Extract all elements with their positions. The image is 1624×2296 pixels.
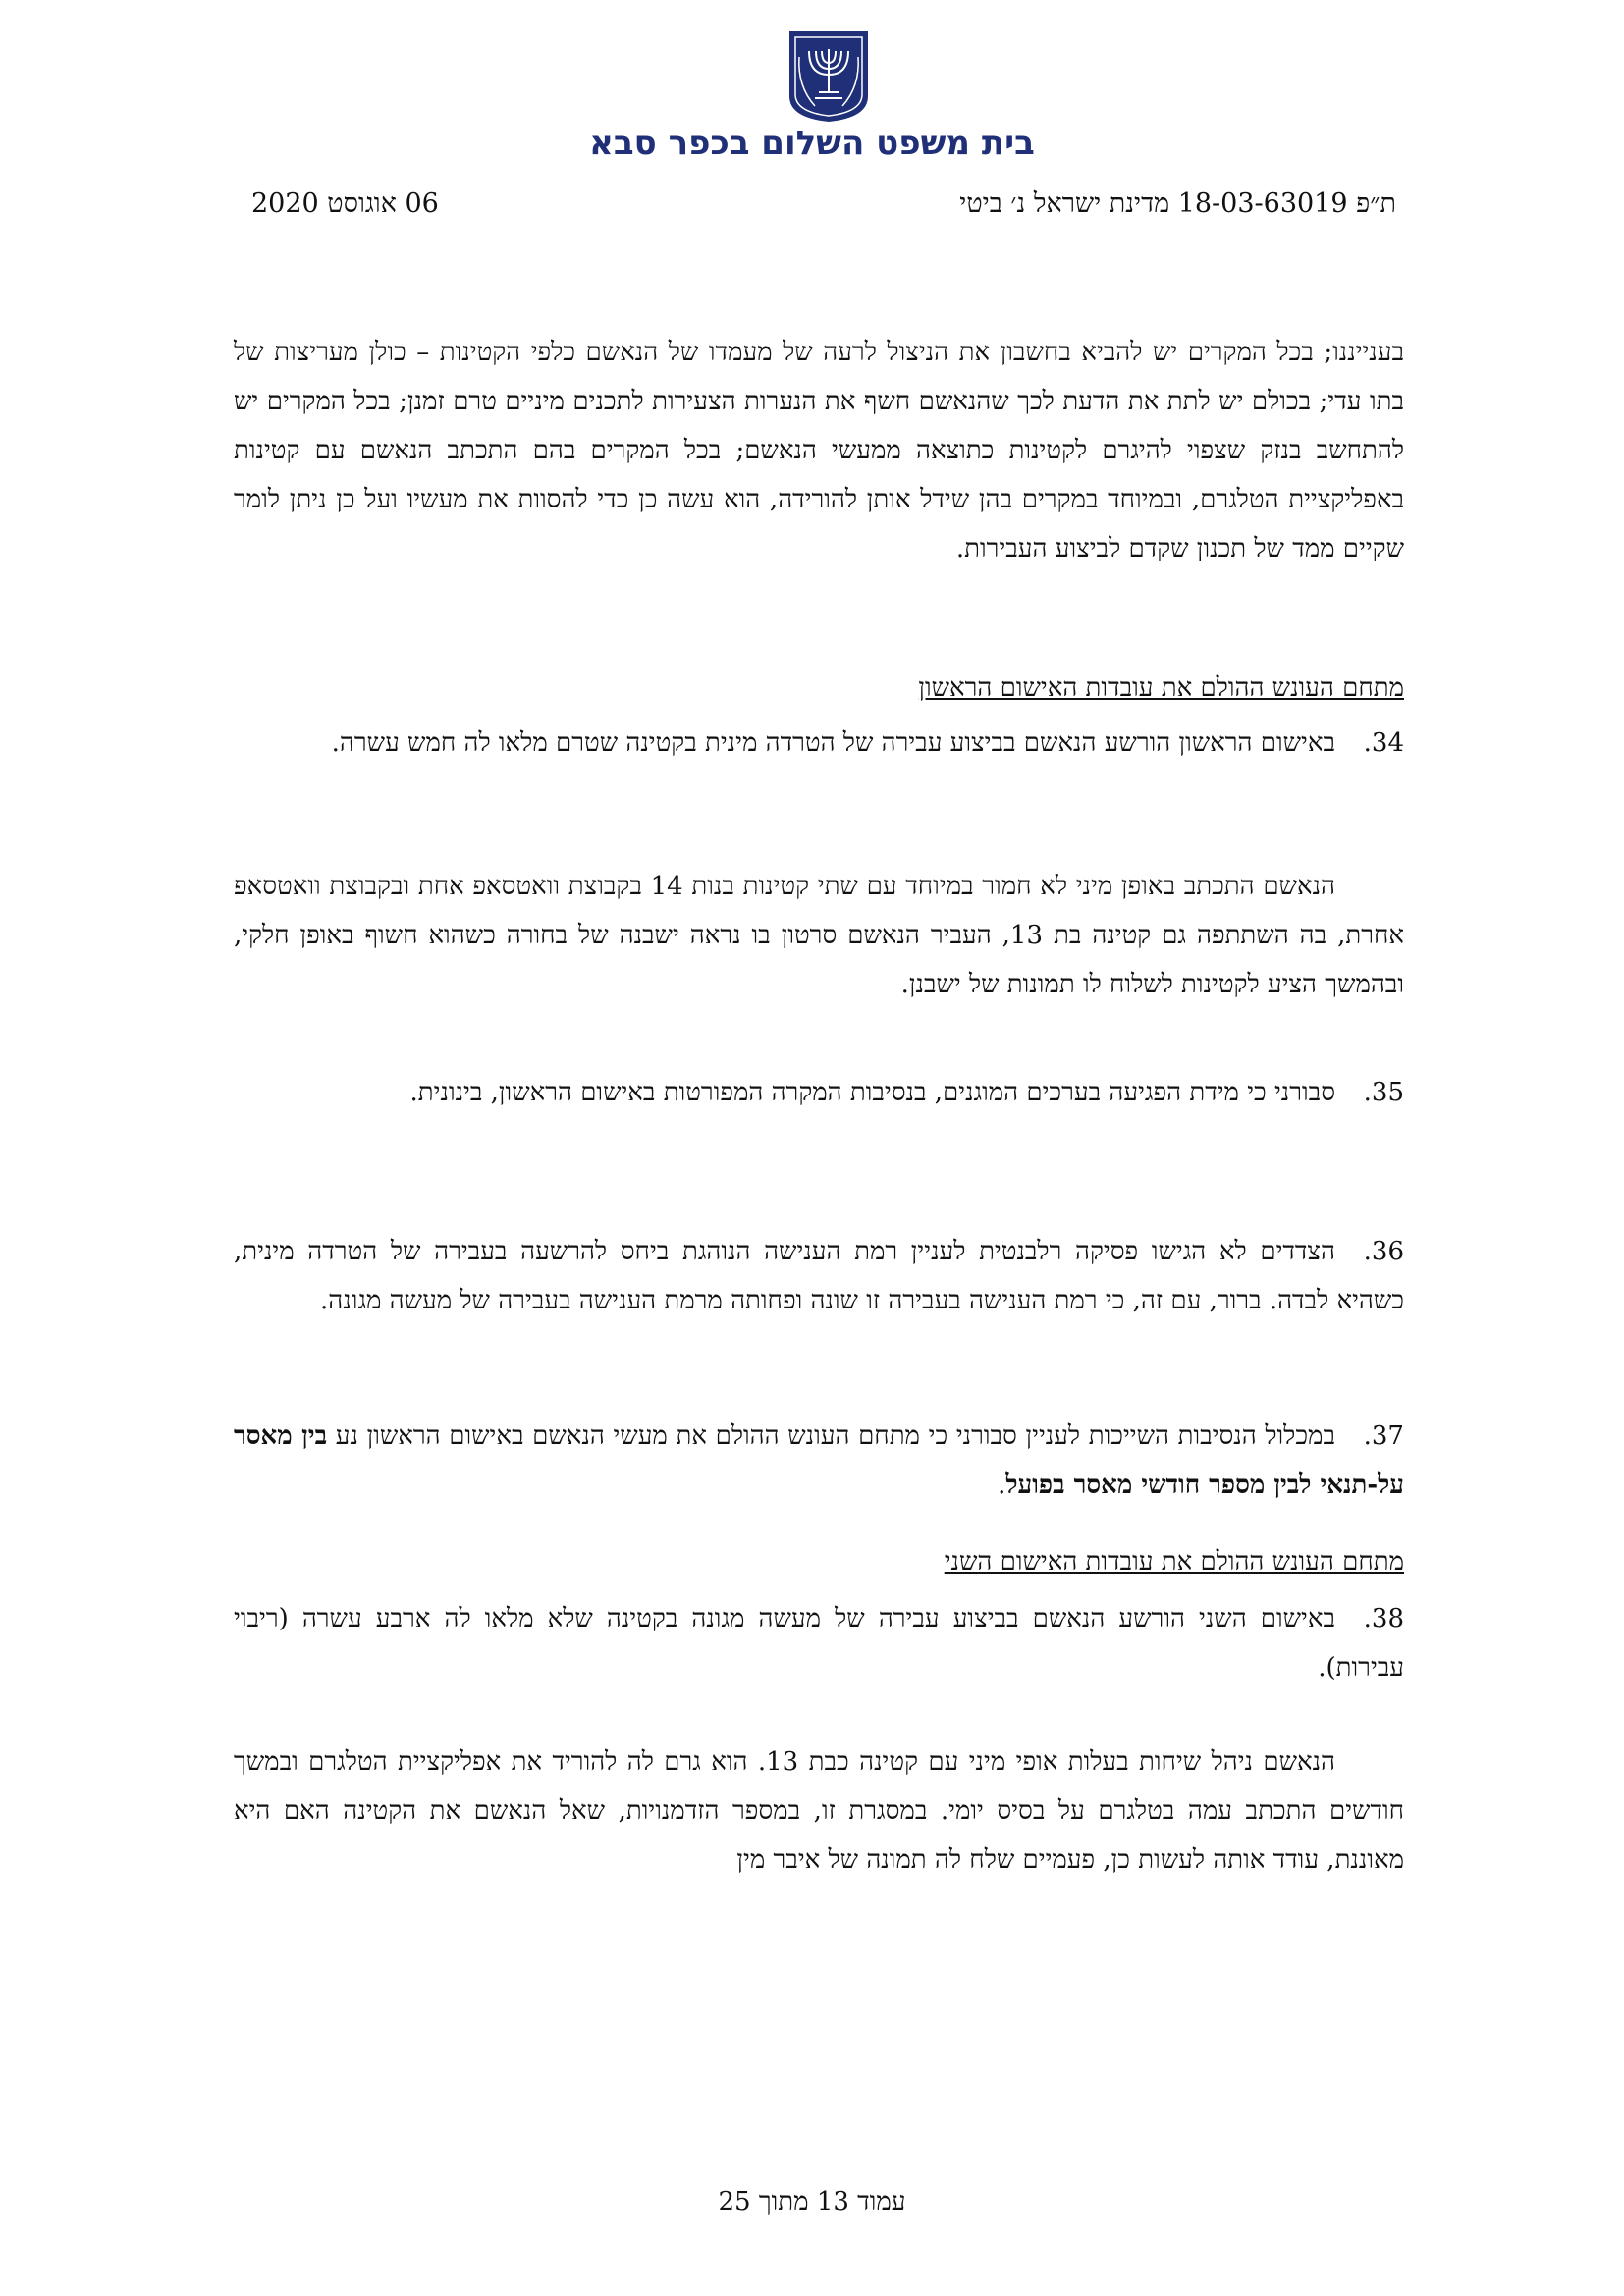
paragraph-38 [234,1594,1404,1692]
paragraph-34-continued [234,862,1404,1009]
paragraph-number: 38. [1363,1604,1404,1633]
paragraph-text: סבורני כי מידת הפגיעה בערכים המוגנים, בנסיבות המקרה המפורטות באישום הראשון, בינונית. [409,1078,1335,1107]
paragraph-37 [234,1412,1404,1510]
state-of-israel-emblem-icon [785,27,872,124]
paragraph-text: באישום הראשון הורשע הנאשם בביצוע עבירה של הטרדה מינית בקטינה שטרם מלאו לה חמש עשרה. [331,728,1335,758]
paragraph-number: 36. [1363,1237,1404,1266]
paragraph-number: 35. [1363,1078,1404,1107]
paragraph-38-continued [234,1737,1404,1885]
paragraph-bold-text: בין מאסר על-תנאי לבין מספר חודשי מאסר בפועל [234,1421,1404,1500]
paragraph-text: באישום השני הורשע הנאשם בביצוע עבירה של מעשה מגונה בקטינה שלא מלאו לה ארבע עשרה (ריבוי עבירות). [234,1604,1404,1682]
paragraph-text: הנאשם ניהל שיחות בעלות אופי מיני עם קטינה כבת 13. הוא גרם לה להוריד את אפליקציית הטלגרם ובמשך חודשים התכתב עמה בטלגרם על בסיס יומי. במסגרת זו, במספר הזדמנויות, שאל הנאשם את הקטינה האם היא מאוננת, עודד אותה לעשות כן, פעמיים שלח לה תמונה של איבר מין [234,1747,1404,1875]
paragraph-number: 34. [1363,728,1404,758]
paragraph-number: 37. [1363,1421,1404,1451]
heading-first-count-text: מתחם העונש ההולם את עובדות האישום הראשון [918,673,1404,703]
paragraph-36 [234,1227,1404,1325]
heading-first-count [234,664,1404,713]
paragraph-text: הצדדים לא הגישו פסיקה רלבנטית לעניין רמת הענישה הנוהגת ביחס להרשעה בעבירה של הטרדה מינית, כשהיא לבדה. ברור, עם זה, כי רמת הענישה בעבירה זו שונה ופחותה מרמת הענישה בעבירה של מעשה מגונה. [234,1237,1404,1315]
heading-second-count-text: מתחם העונש ההולם את עובדות האישום השני [944,1547,1404,1576]
paragraph-end: . [998,1470,1006,1500]
page-number: עמוד 13 מתוך 25 [718,2187,906,2216]
case-title: ת״פ 18-03-63019 מדינת ישראל נ׳ ביטי [959,188,1396,219]
paragraph-text: במכלול הנסיבות השייכות לעניין סבורני כי מתחם העונש ההולם את מעשי הנאשם באישום הראשון נע [327,1421,1335,1451]
court-name: בית משפט השלום בכפר סבא [589,124,1035,163]
intro-text: בענייננו; בכל המקרים יש להביא בחשבון את הניצול לרעה של מעמדו של הנאשם כלפי הקטינות – כולן מעריצות של בתו עדי; בכולם יש לתת את הדעת לכך שהנאשם חשף את הנערות הצעירות לתכנים מיניים טרם זמנן; בכל המקרים יש להתחשב בנזק שצפוי להיגרם לקטינות כתוצאה ממעשי הנאשם; בכל המקרים בהם התכתב הנאשם עם קטינות באפליקציית הטלגרם, ובמיוחד במקרים בהן שידל אותן להורידה, הוא עשה כן כדי להסוות את מעשיו ועל כן ניתן לומר שקיים ממד של תכנון שקדם לביצוע העבירות. [234,338,1404,563]
heading-second-count [234,1537,1404,1586]
paragraph-text: הנאשם התכתב באופן מיני לא חמור במיוחד עם שתי קטינות בנות 14 בקבוצת וואטסאפ אחת ובקבוצת וואטסאפ אחרת, בה השתתפה גם קטינה בת 13, העביר הנאשם סרטון בו נראה ישבנה של בחורה כשהוא חשוף באופן חלקי, ובהמשך הציע לקטינות לשלוח לו תמונות של ישבנן. [234,872,1404,999]
document-date: 06 אוגוסט 2020 [251,188,439,219]
paragraph-34 [234,719,1404,768]
intro-paragraph [234,328,1404,573]
paragraph-35 [234,1068,1404,1117]
